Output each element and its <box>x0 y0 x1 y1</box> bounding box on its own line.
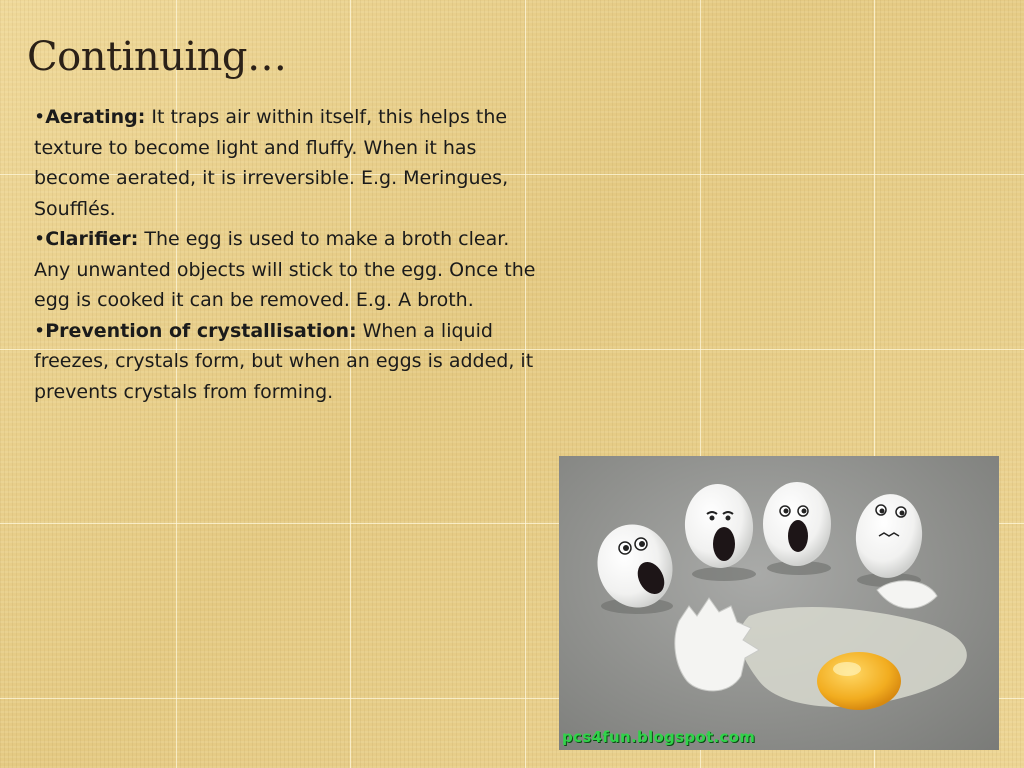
yolk-highlight <box>833 662 861 676</box>
broken-shell-left <box>675 598 759 691</box>
egg-yolk <box>817 652 901 710</box>
egg-worried <box>852 491 926 581</box>
bullet-term: Aerating: <box>45 106 146 128</box>
bullet-prevention-of-crystallisation <box>34 316 544 408</box>
egg-screaming-2 <box>681 481 756 571</box>
bullet-aerating <box>34 102 544 224</box>
bullet-term: Clarifier: <box>45 228 139 250</box>
eggs-illustration <box>559 456 999 750</box>
bullet-term: Prevention of crystallisation: <box>45 319 357 342</box>
photo-watermark: pcs4fun.blogspot.com <box>562 728 756 746</box>
bullet-clarifier <box>34 224 544 316</box>
bullet-marker: • <box>34 106 46 128</box>
egg-screaming-3 <box>763 482 831 566</box>
bullet-text: It traps air within itself, this helps the texture to become light and fluffy. When it has become aerated, it is irreversible. E.g. Meringues, Soufflés. <box>34 106 509 220</box>
bullet-marker: • <box>34 228 46 250</box>
bullet-text: The egg is used to make a broth clear. Any unwanted objects will stick to the egg. Once the egg is cooked it can be removed. E.g. A broth. <box>34 228 536 311</box>
broken-shell-right <box>877 581 937 609</box>
bullet-text: When a liquid freezes, crystals form, but when an eggs is added, it prevents crystals from forming. <box>34 319 534 403</box>
bullet-marker: • <box>34 319 46 342</box>
eggs-photo <box>559 456 999 750</box>
slide-title: Continuing… <box>27 34 287 80</box>
bullet-list <box>34 102 544 407</box>
egg-screaming-1 <box>587 515 683 618</box>
egg-shadow <box>692 567 756 581</box>
